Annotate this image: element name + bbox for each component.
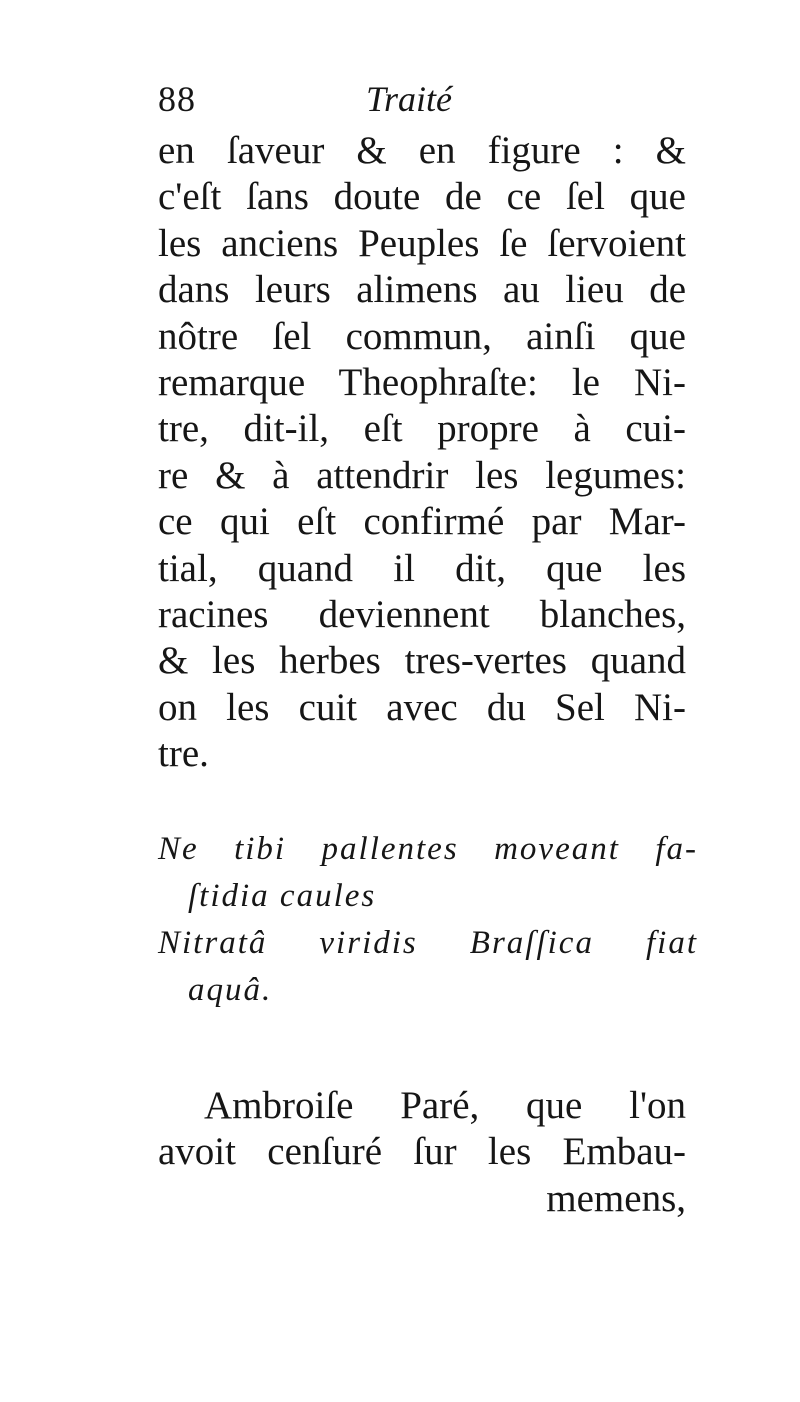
text-line: en ſaveur & en figure : & [158, 129, 686, 172]
verse-line: aquâ. [188, 972, 273, 1008]
running-head: Traité [366, 79, 453, 119]
text-line: re & à attendrir les legumes: [158, 453, 686, 497]
text-line: racines deviennent blanches, [158, 592, 686, 636]
text-line: les anciens Peuples ſe ſervoient [158, 221, 686, 265]
verse-line: Ne tibi pallentes moveant fa- [158, 831, 698, 867]
paragraph-2 [158, 1083, 686, 1222]
text-line: c'eſt ſans doute de ce ſel que [158, 175, 686, 219]
page-number: 88 [158, 79, 196, 119]
text-line: tial, quand il dit, que les [158, 546, 686, 590]
paragraph-1 [158, 128, 686, 777]
catchword: memens, [546, 1176, 686, 1220]
text-line: remarque Theophraſte: le Ni- [158, 360, 686, 404]
text-line: dans leurs alimens au lieu de [158, 268, 686, 312]
verse-line: ſtidia caules [188, 878, 377, 914]
verse-line: Nitratâ viridis Braſſica fiat [158, 925, 698, 961]
text-line: ce qui eſt confirmé par Mar- [158, 500, 686, 544]
latin-verse-quotation [158, 826, 698, 1014]
text-line: & les herbes tres-vertes quand [158, 639, 686, 683]
text-line: on les cuit avec du Sel Ni- [158, 685, 686, 729]
text-line: tre, dit-il, eſt propre à cui- [158, 407, 686, 451]
page-header [158, 78, 688, 128]
text-line: tre. [158, 732, 209, 776]
text-line: nôtre ſel commun, ainſi que [158, 314, 686, 358]
text-line: avoit cenſuré ſur les Embau- [158, 1130, 686, 1174]
text-line: Ambroiſe Paré, que l'on [204, 1084, 686, 1127]
